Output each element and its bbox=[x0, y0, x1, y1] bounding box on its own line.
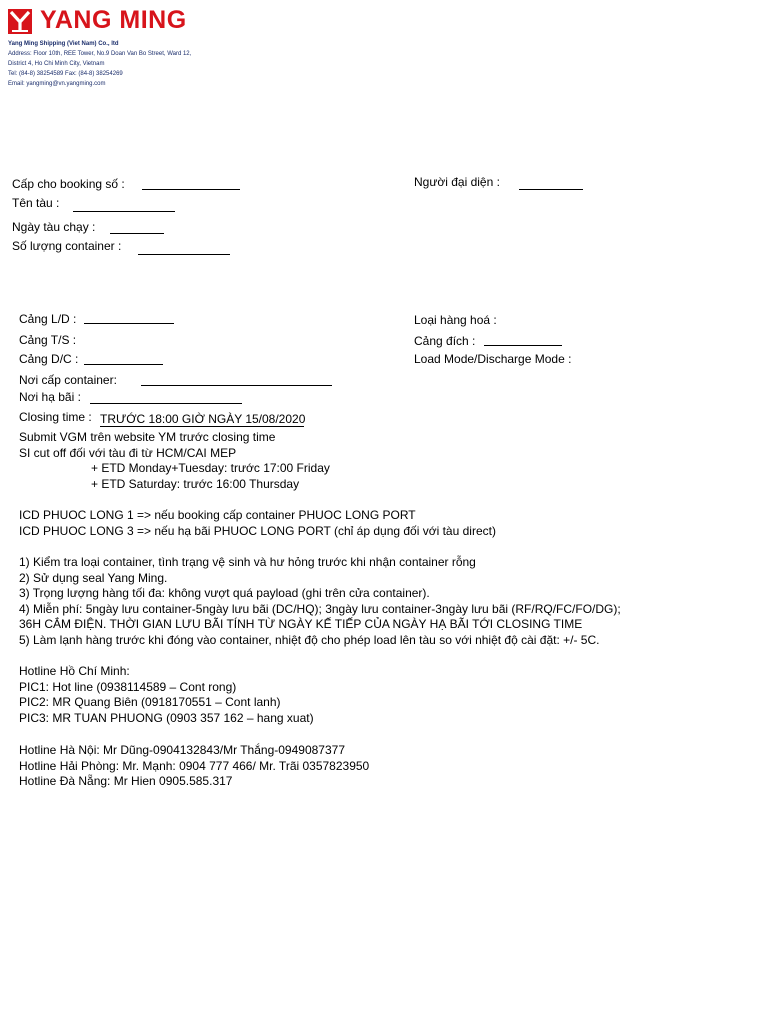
hotline-line: Hotline Hồ Chí Minh: bbox=[19, 664, 130, 678]
company-phone: Tel: (84-8) 38254589 Fax: (84-8) 38254269 bbox=[8, 71, 123, 77]
container-quantity-label: Số lượng container : bbox=[12, 239, 122, 253]
port-ld-label: Cảng L/D : bbox=[19, 312, 77, 326]
etd-line: + ETD Monday+Tuesday: trước 17:00 Friday bbox=[91, 461, 330, 475]
port-dc-field[interactable] bbox=[84, 364, 163, 365]
yang-ming-logo-icon bbox=[8, 9, 32, 34]
rule-item: 2) Sử dụng seal Yang Ming. bbox=[19, 570, 168, 585]
representative-field[interactable] bbox=[519, 189, 583, 190]
hotline-line: Hotline Đà Nẵng: Mr Hien 0905.585.317 bbox=[19, 774, 233, 788]
company-email: Email: yangming@vn.yangming.com bbox=[8, 81, 106, 87]
cargo-type-label: Loại hàng hoá : bbox=[414, 313, 497, 327]
etd-notes bbox=[91, 461, 330, 492]
company-name: Yang Ming Shipping (Viet Nam) Co., ltd bbox=[8, 41, 119, 47]
icd-notes bbox=[19, 508, 496, 539]
load-discharge-mode-label: Load Mode/Discharge Mode : bbox=[414, 352, 572, 366]
hotline-hcm bbox=[19, 664, 314, 726]
company-address-line2: District 4, Ho Chi Minh City, Vietnam bbox=[8, 61, 105, 67]
port-dc-label: Cảng D/C : bbox=[19, 352, 79, 366]
icd-line: ICD PHUOC LONG 3 => nếu hạ bãi PHUOC LONG PORT (chỉ áp dụng đối với tàu direct) bbox=[19, 523, 496, 538]
container-quantity-field[interactable] bbox=[138, 254, 230, 255]
sail-date-label: Ngày tàu chạy : bbox=[12, 220, 96, 234]
icd-line: ICD PHUOC LONG 1 => nếu booking cấp container PHUOC LONG PORT bbox=[19, 508, 416, 522]
booking-number-field[interactable] bbox=[142, 189, 240, 190]
port-ts-label: Cảng T/S : bbox=[19, 333, 77, 347]
closing-time-value: TRƯỚC 18:00 GIỜ NGÀY 15/08/2020 bbox=[100, 412, 306, 426]
hotline-line: PIC1: Hot line (0938114589 – Cont rong) bbox=[19, 679, 237, 694]
hotline-line: PIC2: MR Quang Biên (0918170551 – Cont lanh) bbox=[19, 695, 281, 709]
brand-name: YANG MING bbox=[40, 6, 187, 34]
hotline-other bbox=[19, 743, 369, 790]
sail-date-field[interactable] bbox=[110, 233, 164, 234]
destination-port-field[interactable] bbox=[484, 345, 562, 346]
vessel-field[interactable] bbox=[73, 211, 175, 212]
company-address-line1: Address: Floor 10th, REE Tower, No.9 Doan Van Bo Street, Ward 12, bbox=[8, 51, 192, 57]
rule-item: 3) Trọng lượng hàng tối đa: không vượt quá payload (ghi trên cửa container). bbox=[19, 586, 430, 600]
rule-item: 4) Miễn phí: 5ngày lưu container-5ngày lưu bãi (DC/HQ); 3ngày lưu container-3ngày lưu bãi (RF/RQ/FC/FO/DG); bbox=[19, 601, 621, 616]
closing-time-label: Closing time : bbox=[19, 410, 92, 424]
rule-item: 5) Làm lạnh hàng trước khi đóng vào container, nhiệt độ cho phép load lên tàu so với nhiệt độ cài đặt: +/- 5C. bbox=[19, 632, 600, 647]
container-return-field[interactable] bbox=[90, 403, 242, 404]
hotline-line: Hotline Hải Phòng: Mr. Mạnh: 0904 777 466/ Mr. Trãi 0357823950 bbox=[19, 758, 370, 773]
hotline-line: PIC3: MR TUAN PHUONG (0903 357 162 – hang xuat) bbox=[19, 710, 314, 725]
hotline-line: Hotline Hà Nội: Mr Dũng-0904132843/Mr Thắng-0949087377 bbox=[19, 743, 345, 757]
container-pickup-label: Nơi cấp container: bbox=[19, 373, 117, 387]
container-return-label: Nơi hạ bãi : bbox=[19, 390, 81, 404]
representative-label: Người đại diện : bbox=[414, 175, 500, 189]
rules-list bbox=[19, 555, 621, 648]
vessel-label: Tên tàu : bbox=[12, 196, 60, 210]
vgm-notes bbox=[19, 430, 275, 461]
port-ld-field[interactable] bbox=[84, 323, 174, 324]
rule-item: 1) Kiểm tra loại container, tình trạng vệ sinh và hư hỏng trước khi nhận container rỗng bbox=[19, 555, 476, 569]
booking-number-label: Cấp cho booking số : bbox=[12, 177, 125, 191]
rule-item: 36H CẮM ĐIỆN. THỜI GIAN LƯU BÃI TÍNH TỪ NGÀY KẾ TIẾP CỦA NGÀY HẠ BÃI TỚI CLOSING TIME bbox=[19, 617, 583, 631]
container-pickup-field[interactable] bbox=[141, 385, 332, 386]
destination-port-label: Cảng đích : bbox=[414, 334, 476, 348]
note-line: Submit VGM trên website YM trước closing time bbox=[19, 430, 276, 444]
company-info bbox=[8, 39, 191, 89]
etd-line: + ETD Saturday: trước 16:00 Thursday bbox=[91, 476, 300, 491]
note-line: SI cut off đối với tàu đi từ HCM/CAI MEP bbox=[19, 445, 237, 460]
